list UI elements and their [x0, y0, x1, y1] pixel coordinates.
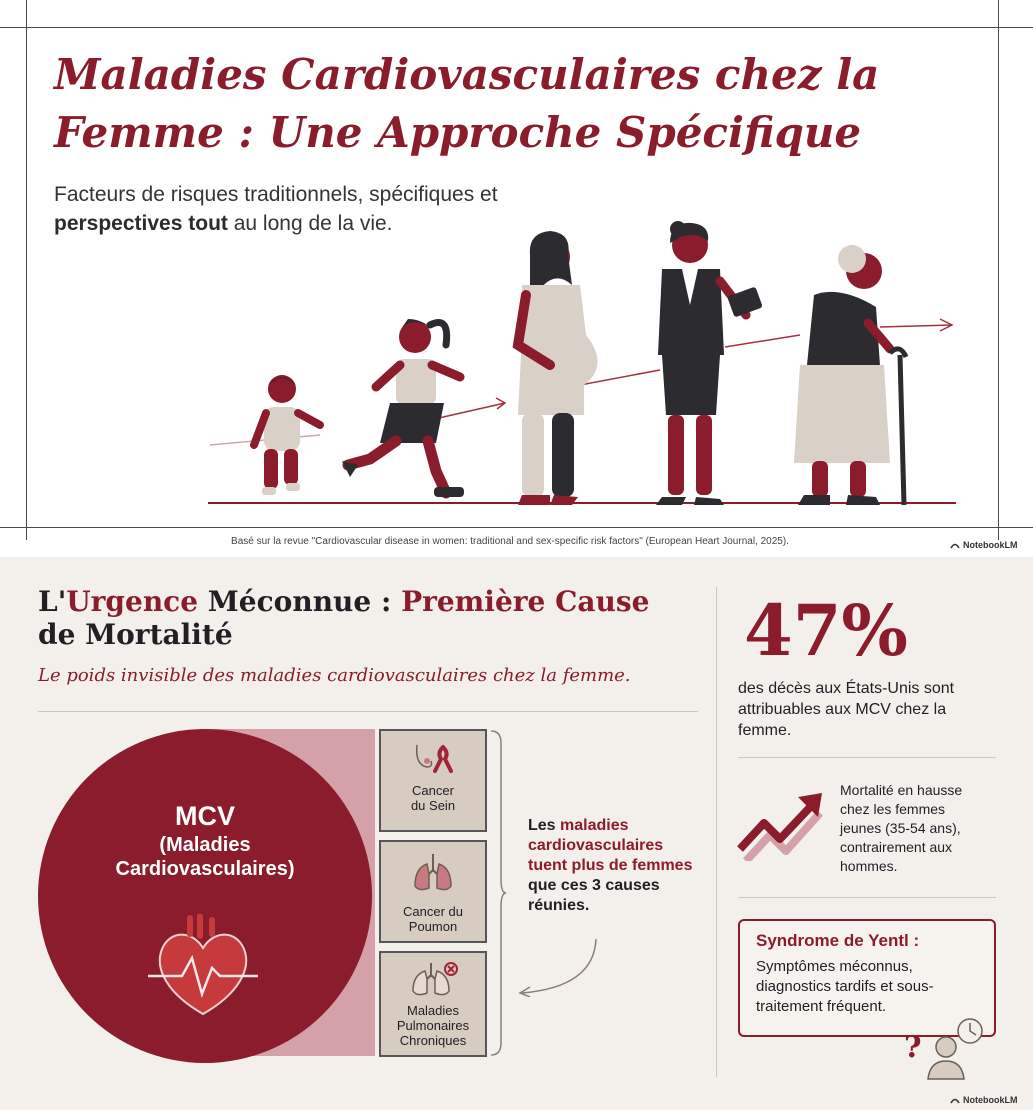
bracket	[489, 729, 507, 1057]
cause-label-line2: Poumon	[408, 919, 458, 934]
callout-text: Les	[528, 817, 561, 834]
cause-label-line1: Cancer du	[403, 904, 463, 919]
frame-line	[998, 0, 999, 540]
title-middle: Méconnue :	[198, 585, 402, 618]
cause-label-line3: Chroniques	[399, 1033, 467, 1048]
businesswoman-figure	[656, 221, 763, 505]
yentl-text: Symptômes méconnus, diagnostics tardifs et sous-traitement fréquent.	[756, 958, 934, 1015]
cause-label-line2: Pulmonaires	[396, 1018, 470, 1033]
cause-label	[381, 904, 485, 934]
cause-breast-cancer	[379, 729, 487, 832]
title-line-2: de Mortalité	[38, 618, 233, 651]
comparison-callout	[528, 816, 698, 916]
breast-ribbon-icon	[413, 741, 455, 775]
page-title: Maladies Cardiovasculaires chez la Femme : Une Approche Spécifique	[54, 50, 880, 157]
trend-description: Mortalité en hausse chez les femmes jeunes (35-54 ans), contrairement aux hommes.	[840, 782, 963, 874]
notebooklm-logo	[950, 540, 1018, 550]
section-title	[38, 585, 698, 651]
yentl-title: Syndrome de Yentl :	[756, 931, 920, 950]
notebooklm-logo	[950, 1095, 1018, 1105]
cause-label	[381, 1003, 485, 1048]
section-subtitle: Le poids invisible des maladies cardiovasculaires chez la femme.	[38, 665, 631, 686]
lungs-cross-icon	[409, 961, 459, 999]
subtitle-text-end: au long de la vie.	[227, 212, 393, 235]
mcv-circle	[38, 729, 372, 1063]
cause-label-line1: Cancer	[412, 783, 454, 798]
title-highlight-urgence: Urgence	[66, 585, 199, 618]
elderly-woman-figure	[794, 245, 906, 505]
notebooklm-logo-icon	[950, 1096, 960, 1104]
column-divider	[716, 587, 717, 1077]
divider	[738, 757, 996, 758]
title-prefix: L'	[38, 585, 67, 618]
frame-line	[0, 27, 1033, 28]
mcv-subtitle-line2: Cardiovasculaires)	[115, 858, 295, 880]
curved-arrow-icon	[514, 937, 604, 997]
cause-label	[381, 783, 485, 813]
mcv-subtitle-line1: (Maladies	[159, 834, 251, 856]
mcv-subtitle	[38, 833, 372, 881]
toddler-figure	[254, 375, 320, 495]
cause-chronic-pulmonary	[379, 951, 487, 1057]
cause-label-line1: Maladies	[406, 1003, 460, 1018]
lungs-icon	[411, 852, 455, 896]
stat-description: des décès aux États-Unis sont attribuables aux MCV chez la femme.	[738, 680, 955, 739]
source-citation: Basé sur la revue "Cardiovascular disease in women: traditional and sex-specific risk factors" (European Heart Journal, 2025).	[231, 536, 789, 547]
logo-text: NotebookLM	[963, 1095, 1018, 1105]
subtitle-text: Facteurs de risques traditionnels, spécifiques et	[54, 183, 498, 206]
life-stages-illustration	[200, 215, 970, 515]
frame-line	[26, 0, 27, 540]
heart-icon	[148, 914, 258, 1024]
logo-text: NotebookLM	[963, 540, 1018, 550]
frame-line	[0, 527, 1033, 528]
stat-percentage: 47%	[744, 589, 908, 672]
divider	[38, 711, 698, 712]
notebooklm-logo-icon	[950, 541, 960, 549]
girl-figure	[342, 319, 464, 497]
cause-label-line2: du Sein	[410, 798, 456, 813]
mortality-panel	[0, 557, 1033, 1110]
callout-highlight: maladies cardiovasculaires tuent plus de femmes	[528, 817, 693, 874]
pregnant-woman-figure	[518, 231, 598, 505]
trend-up-icon	[736, 791, 826, 861]
woman-question-icon	[902, 1017, 998, 1083]
subtitle-bold-text: perspectives tout	[54, 212, 228, 235]
mcv-title: MCV	[175, 801, 235, 831]
cause-lung-cancer	[379, 840, 487, 943]
svg-text:?: ?	[904, 1030, 922, 1065]
divider	[738, 897, 996, 898]
callout-text-end: que ces 3 causes réunies.	[528, 877, 660, 914]
title-highlight-cause: Première Cause	[401, 585, 650, 618]
arrow-right-icon	[880, 325, 952, 327]
